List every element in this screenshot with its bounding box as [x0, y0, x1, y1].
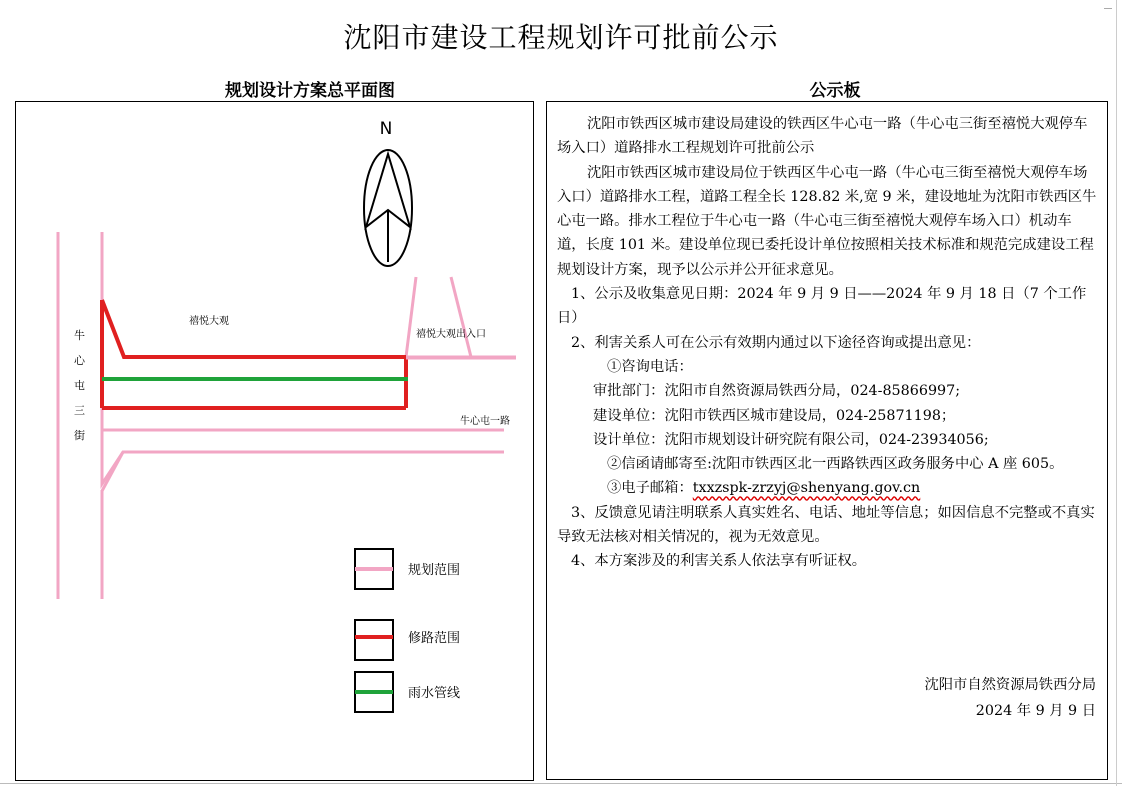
notice-item-1: 1、公示及收集意见日期：2024 年 9 月 9 日——2024 年 9 月 18 日（7 个工作日） — [557, 286, 1087, 327]
notice-intro-title: 沈阳市铁西区城市建设局建设的铁西区牛心屯一路（牛心屯三街至禧悦大观停车场入口）道路排水工程规划许可批前公示 — [557, 116, 1088, 157]
site-plan-map — [16, 102, 533, 780]
site-plan-panel — [15, 101, 534, 781]
email-label: ③电子邮箱： — [607, 480, 693, 497]
road-label-h: 牛心屯一路 — [460, 416, 510, 427]
road-label-v5: 街 — [74, 429, 85, 442]
phone-approval: 审批部门：沈阳市自然资源局铁西分局，024-85866997; — [593, 383, 961, 400]
page-title: 沈阳市建设工程规划许可批前公示 — [343, 21, 779, 54]
legend-label-pipe: 雨水管线 — [408, 686, 461, 701]
notice-item-4: 4、本方案涉及的利害关系人依法享有听证权。 — [571, 553, 867, 570]
window-bottom-edge — [0, 783, 1122, 784]
notice-item-2: 2、利害关系人可在公示有效期内通过以下途径咨询或提出意见： — [571, 334, 981, 351]
phone-heading: ①咨询电话： — [607, 358, 693, 375]
area-label: 禧悦大观 — [189, 316, 229, 327]
legend — [355, 549, 460, 712]
legend-item-planning — [355, 549, 460, 589]
notice-board-title: 公示板 — [809, 81, 861, 101]
window-right-edge — [1116, 0, 1117, 786]
signature-date: 2024 年 9 月 9 日 — [975, 703, 1096, 719]
notice-body — [557, 112, 1099, 574]
legend-item-pipe — [355, 672, 460, 712]
road-edges — [102, 358, 516, 430]
road-label-v4: 三 — [74, 404, 85, 417]
road-label-v1: 牛 — [74, 329, 85, 342]
notice-intro: 沈阳市铁西区城市建设局位于铁西区牛心屯一路（牛心屯三街至禧悦大观停车场入口）道路排水工程，道路工程全长 128.82 米,宽 9 米，建设地址为沈阳市铁西区牛心屯一路。排水工程位于牛心屯一路（牛心屯三街至禧悦大观停车场入口）机动车道，长度 101 米。建设单位现已委托设计单位按照相关技术标准和规范完成建设工程规划设计方案，现予以公示并公开征求意见。 — [557, 164, 1097, 278]
phone-builder: 建设单位：沈阳市铁西区城市建设局，024-25871198； — [593, 407, 956, 424]
entrance-label: 禧悦大观出入口 — [416, 329, 486, 340]
north-arrow-icon — [364, 150, 412, 266]
signature-org: 沈阳市自然资源局铁西分局 — [924, 677, 1096, 693]
site-plan-title: 规划设计方案总平面图 — [225, 81, 395, 101]
legend-label-road: 修路范围 — [408, 631, 461, 646]
planning-boundary — [58, 232, 516, 599]
road-label-v2: 心 — [74, 354, 85, 367]
north-label: N — [379, 119, 393, 139]
window-corner-mark — [1104, 8, 1112, 9]
legend-item-road — [355, 620, 460, 660]
phone-designer: 设计单位：沈阳市规划设计研究院有限公司，024-23934056; — [593, 431, 989, 448]
mail-address: ②信函请邮寄至:沈阳市铁西区北一西路铁西区政务服务中心 A 座 605。 — [607, 456, 1064, 473]
road-works-boundary — [102, 300, 406, 408]
email-link[interactable]: txxzspk-zrzyj@shenyang.gov.cn — [692, 480, 921, 497]
road-label-v3: 屯 — [74, 379, 85, 392]
notice-item-3: 3、反馈意见请注明联系人真实姓名、电话、地址等信息；如因信息不完整或不真实导致无法核对相关情况的，视为无效意见。 — [557, 504, 1095, 546]
email-row — [557, 476, 1099, 500]
notice-panel — [546, 101, 1108, 780]
legend-label-planning: 规划范围 — [408, 563, 461, 578]
